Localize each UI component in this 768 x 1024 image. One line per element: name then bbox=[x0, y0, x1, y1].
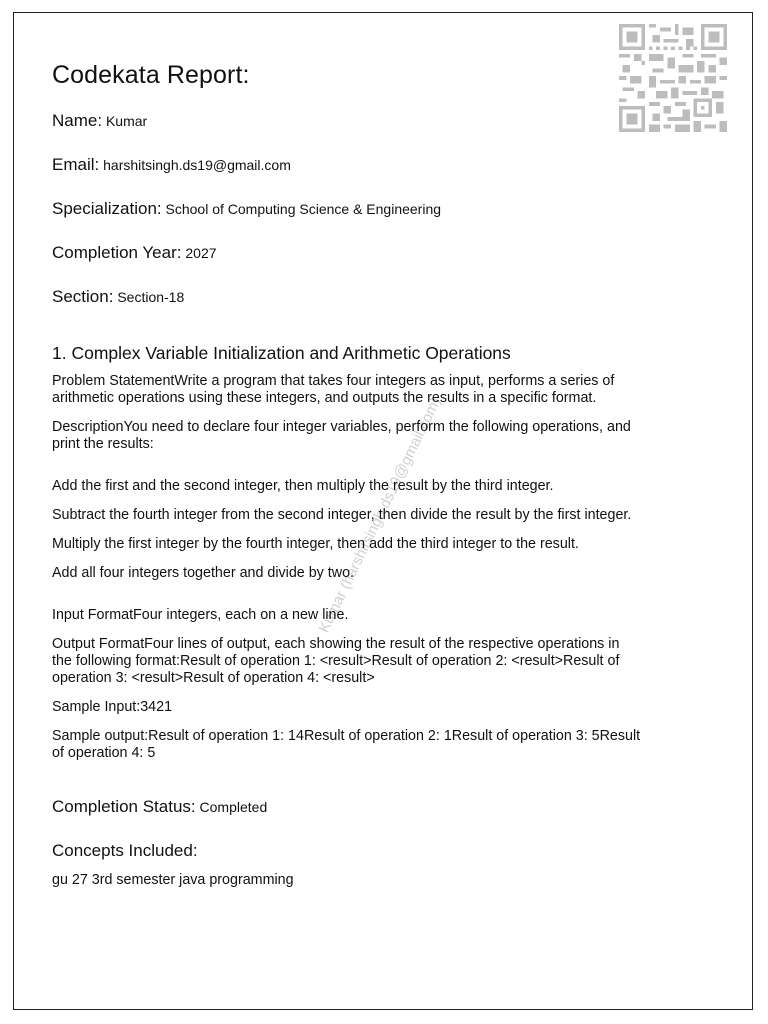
operation-item: Multiply the first integer by the fourth integer, then add the third integer to the result. bbox=[52, 536, 579, 552]
watermark: Kumar (harshitsingh.ds19@gmail.com) bbox=[315, 394, 445, 636]
section-field bbox=[52, 286, 642, 308]
problem-description: DescriptionYou need to declare four integer variables, perform the following operations, and print the results: bbox=[52, 419, 631, 452]
specialization-field bbox=[52, 198, 642, 220]
report-content bbox=[52, 58, 642, 889]
operation-item: Subtract the fourth integer from the second integer, then divide the result by the first integer. bbox=[52, 507, 632, 523]
sample-output: Sample output:Result of operation 1: 14Result of operation 2: 1Result of operation 3: 5Result of operation 4: 5 bbox=[52, 728, 641, 761]
concepts-value: gu 27 3rd semester java programming bbox=[52, 872, 294, 888]
name-label: Name: bbox=[52, 111, 103, 130]
specialization-label: Specialization: bbox=[52, 199, 162, 218]
completion-year-field bbox=[52, 242, 642, 264]
completion-year-label: Completion Year: bbox=[52, 243, 182, 262]
section-value: Section-18 bbox=[117, 289, 185, 305]
email-field bbox=[52, 154, 642, 176]
completion-status-label: Completion Status: bbox=[52, 797, 196, 816]
report-title: Codekata Report: bbox=[52, 61, 250, 89]
name-value: Kumar bbox=[105, 113, 148, 129]
name-field bbox=[52, 110, 642, 132]
concepts-label: Concepts Included: bbox=[52, 841, 198, 860]
completion-year-value: 2027 bbox=[185, 245, 217, 261]
completion-status-field bbox=[52, 796, 642, 818]
output-format: Output FormatFour lines of output, each showing the result of the respective operations in the following format:Result of operation 1: <result>Result of operation 2: <result>Result of operation 3: <result>Result of operation 4: <result> bbox=[52, 636, 620, 686]
operation-item: Add the first and the second integer, then multiply the result by the third integer. bbox=[52, 478, 554, 494]
input-format: Input FormatFour integers, each on a new line. bbox=[52, 607, 349, 623]
section-label: Section: bbox=[52, 287, 114, 306]
problem-heading: 1. Complex Variable Initialization and Arithmetic Operations bbox=[52, 343, 511, 363]
sample-input: Sample Input:3421 bbox=[52, 699, 173, 715]
completion-status-value: Completed bbox=[199, 799, 268, 815]
concepts-field bbox=[52, 840, 642, 862]
operation-item: Add all four integers together and divide by two. bbox=[52, 565, 355, 581]
email-value: harshitsingh.ds19@gmail.com bbox=[103, 157, 291, 173]
problem-statement: Problem StatementWrite a program that takes four integers as input, performs a series of arithmetic operations using these integers, and outputs the results in a specific format. bbox=[52, 373, 615, 406]
email-label: Email: bbox=[52, 155, 100, 174]
specialization-value: School of Computing Science & Engineering bbox=[165, 201, 442, 217]
